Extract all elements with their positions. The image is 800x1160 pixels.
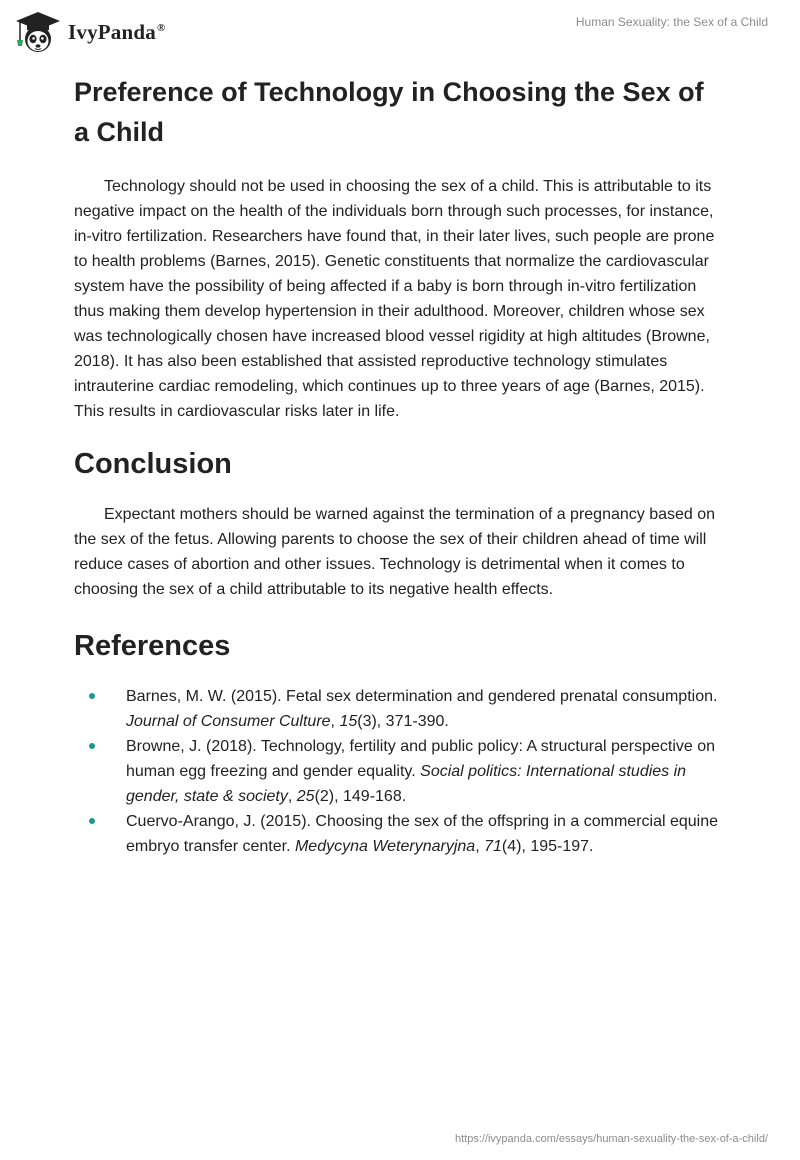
reference-separator: , (475, 838, 485, 855)
ivypanda-logo[interactable] (14, 8, 214, 56)
reference-text: Cuervo-Arango, J. (2015). Choosing the sex of the offspring in a commercial equine embryo transfer center. (126, 813, 719, 855)
reference-separator: , (330, 713, 340, 730)
conclusion-heading: Conclusion (74, 448, 232, 480)
source-url-link[interactable]: https://ivypanda.com/essays/human-sexuality-the-sex-of-a-child/ (454, 1133, 768, 1145)
reference-pages: (4), 195-197. (501, 838, 594, 855)
reference-text: Barnes, M. W. (2015). Fetal sex determination and gendered prenatal consumption. (126, 688, 718, 705)
logo-wordmark (68, 20, 165, 45)
reference-volume: 71 (484, 838, 502, 855)
section-paragraph: Technology should not be used in choosing the sex of a child. This is attributable to its negative impact on the health of the individuals born through such processes, for instance, in-vitro fertilization. Researchers have found that, in their later lives, such people are prone to health problems (Barnes, 2015). Genetic constituents that normalize the cardiovascular system have the possibility of being affected if a baby is born through in-vitro fertilization thus making them develop hypertension in their adulthood. Moreover, children whose sex was technologically chosen have increased blood vessel rigidity at high altitudes (Browne, 2018). It has also been established that assisted reproductive technology stimulates intrauterine cardiac remodeling, which continues up to three years of age (Barnes, 2015). This results in cardiovascular risks later in life. (74, 178, 715, 420)
logo-registered-mark: ® (156, 21, 166, 34)
reference-pages: (3), 371-390. (357, 713, 449, 730)
section-heading: Preference of Technology in Choosing the Sex of a Child (74, 77, 704, 147)
reference-volume: 15 (339, 713, 358, 730)
reference-item (74, 734, 726, 809)
reference-volume: 25 (296, 788, 315, 805)
reference-journal: Social politics: International studies in gender, state & society (126, 763, 687, 805)
reference-item (74, 809, 726, 859)
reference-separator: , (287, 788, 297, 805)
running-title: Human Sexuality: the Sex of a Child (575, 15, 768, 29)
bullet-icon (89, 743, 95, 749)
references-heading: References (74, 630, 231, 662)
bullet-icon (89, 693, 95, 699)
bullet-icon (89, 818, 95, 824)
section-references (74, 628, 726, 859)
section-conclusion (74, 446, 726, 602)
conclusion-paragraph: Expectant mothers should be warned against the termination of a pregnancy based on the sex of the fetus. Allowing parents to choose the sex of their children ahead of time will reduce cases of abortion and other issues. Technology is detrimental when it comes to choosing the sex of a child attributable to its negative health effects. (74, 506, 716, 598)
reference-pages: (2), 149-168. (314, 788, 407, 805)
reference-item (74, 684, 726, 734)
essay-content (74, 72, 726, 859)
page-header (0, 0, 800, 60)
section-technology-preference (74, 72, 726, 424)
logo-name: IvyPanda (68, 19, 156, 44)
reference-journal: Medycyna Weterynaryjna (294, 838, 476, 855)
references-list (74, 684, 726, 859)
reference-journal: Journal of Consumer Culture (126, 713, 331, 730)
reference-text: Browne, J. (2018). Technology, fertility and public policy: A structural perspective on human egg freezing and gender equality. (126, 738, 716, 780)
panda-graduation-icon (14, 10, 62, 54)
